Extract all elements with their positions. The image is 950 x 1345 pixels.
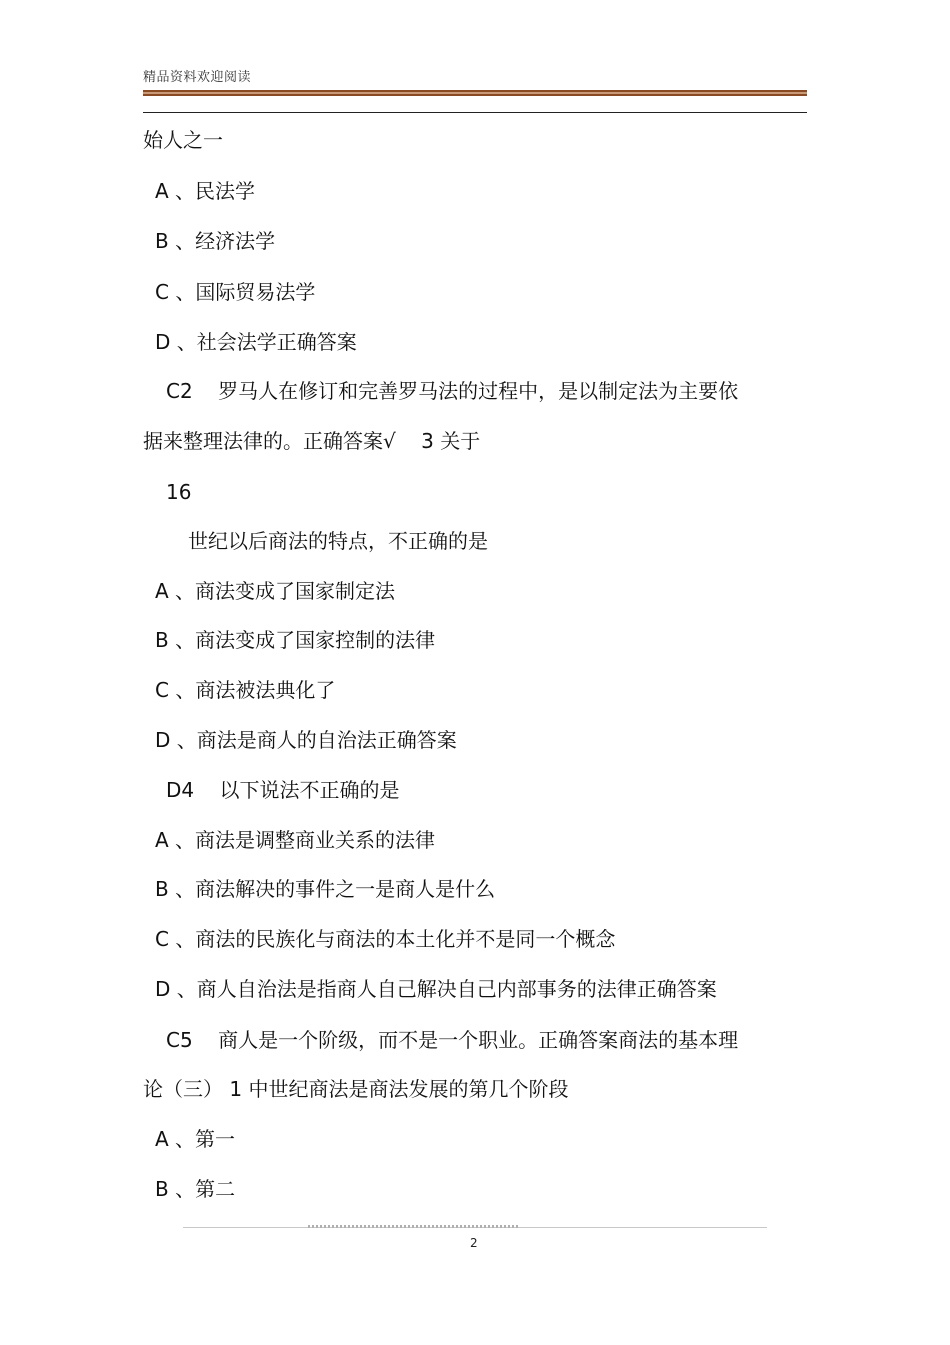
option-line: C 、商法被法典化了 xyxy=(155,678,336,702)
option-line: D 、商法是商人的自治法正确答案 xyxy=(155,728,457,752)
option-line: B 、商法变成了国家控制的法律 xyxy=(155,628,436,652)
option-line: A 、商法是调整商业关系的法律 xyxy=(155,828,436,852)
text-line: 16 xyxy=(166,480,192,504)
text-line: 据来整理法律的。正确答案√ 3 关于 xyxy=(143,429,481,453)
page-number: 2 xyxy=(470,1236,478,1250)
option-line: D 、社会法学正确答案 xyxy=(155,330,357,354)
text-line: 始人之一 xyxy=(143,128,223,152)
option-line: A 、商法变成了国家制定法 xyxy=(155,579,396,603)
option-line: A 、民法学 xyxy=(155,179,256,203)
option-line: D 、商人自治法是指商人自己解决自己内部事务的法律正确答案 xyxy=(155,977,717,1001)
option-line: C 、商法的民族化与商法的本土化并不是同一个概念 xyxy=(155,927,616,951)
question-line: C5 商人是一个阶级，而不是一个职业。正确答案商法的基本理 xyxy=(166,1028,739,1052)
question-line: 世纪以后商法的特点，不正确的是 xyxy=(188,529,488,553)
option-line: B 、第二 xyxy=(155,1177,236,1201)
question-line: C2 罗马人在修订和完善罗马法的过程中，是以制定法为主要依 xyxy=(166,379,739,403)
header-double-rule xyxy=(143,90,807,96)
option-line: A 、第一 xyxy=(155,1127,236,1151)
question-line: D4 以下说法不正确的是 xyxy=(166,778,400,802)
footer-rule-pattern xyxy=(308,1225,520,1228)
running-header: 精品资料欢迎阅读 xyxy=(143,70,252,85)
option-line: B 、商法解决的事件之一是商人是什么 xyxy=(155,877,496,901)
option-line: C 、国际贸易法学 xyxy=(155,280,316,304)
text-line: 论（三） 1 中世纪商法是商法发展的第几个阶段 xyxy=(143,1077,569,1101)
header-thin-rule xyxy=(143,112,807,113)
option-line: B 、经济法学 xyxy=(155,229,276,253)
